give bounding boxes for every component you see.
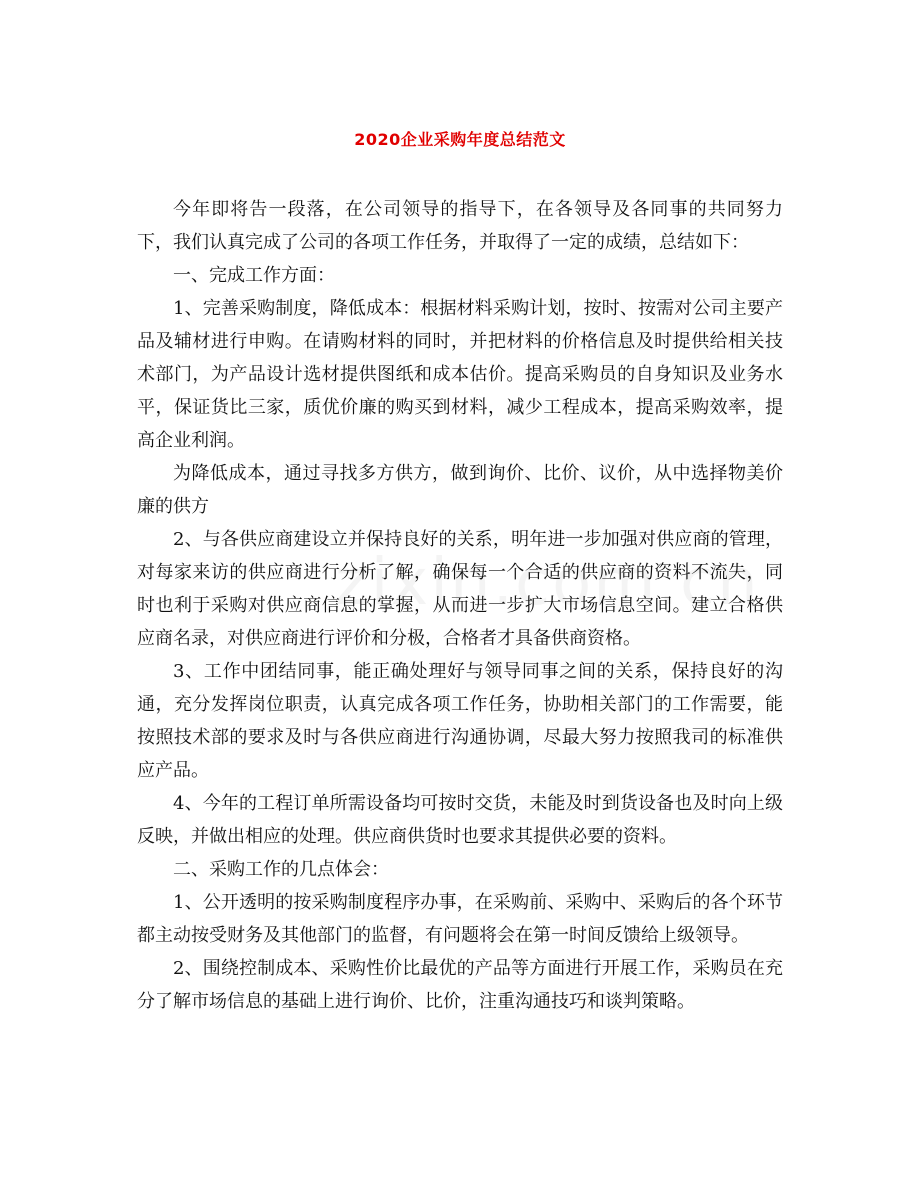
paragraph-item-2: 2、与各供应商建设立并保持良好的关系，明年进一步加强对供应商的管理，对每家来访的供应商进行分析了解，确保每一个合适的供应商的资料不流失，同时也利于采购对供应商信息的掌握，从而进一步扩大市场信息空间。建立合格供应商名录，对供应商进行评价和分极，合格者才具备供商资格。 [137, 529, 783, 649]
document-title: 2020企业采购年度总结范文 [354, 130, 566, 149]
paragraph-intro: 今年即将告一段落，在公司领导的指导下，在各领导及各同事的共同努力下，我们认真完成了公司的各项工作任务，并取得了一定的成绩，总结如下： [137, 199, 783, 253]
paragraph-cost-reduction: 为降低成本，通过寻找多方供方，做到询价、比价、议价，从中选择物美价廉的供方 [137, 463, 783, 517]
section-heading-1: 一、完成工作方面： [173, 265, 335, 286]
paragraph-item-3: 3、工作中团结同事，能正确处理好与领导同事之间的关系，保持良好的沟通，充分发挥岗位职责，认真完成各项工作任务，协助相关部门的工作需要，能按照技术部的要求及时与各供应商进行沟通协调，尽最大努力按照我司的标准供应产品。 [137, 661, 783, 781]
paragraph-experience-1: 1、公开透明的按采购制度程序办事，在采购前、采购中、采购后的各个环节都主动按受财务及其他部门的监督，有问题将会在第一时间反馈给上级领导。 [137, 892, 783, 946]
paragraph-experience-2: 2、围绕控制成本、采购性价比最优的产品等方面进行开展工作，采购员在充分了解市场信息的基础上进行询价、比价，注重沟通技巧和谈判策略。 [137, 958, 783, 1012]
paragraph-item-1: 1、完善采购制度，降低成本：根据材料采购计划，按时、按需对公司主要产品及辅材进行申购。在请购材料的同时，并把材料的价格信息及时提供给相关技术部门，为产品设计选材提供图纸和成本估价。提高采购员的自身知识及业务水平，保证货比三家，质优价廉的购买到材料，减少工程成本，提高采购效率，提高企业利润。 [137, 298, 783, 451]
paragraph-item-4: 4、今年的工程订单所需设备均可按时交货，未能及时到货设备也及时向上级反映，并做出相应的处理。供应商供货时也要求其提供必要的资料。 [137, 793, 783, 847]
document-body [137, 193, 783, 1018]
section-heading-2: 二、采购工作的几点体会： [173, 859, 389, 880]
